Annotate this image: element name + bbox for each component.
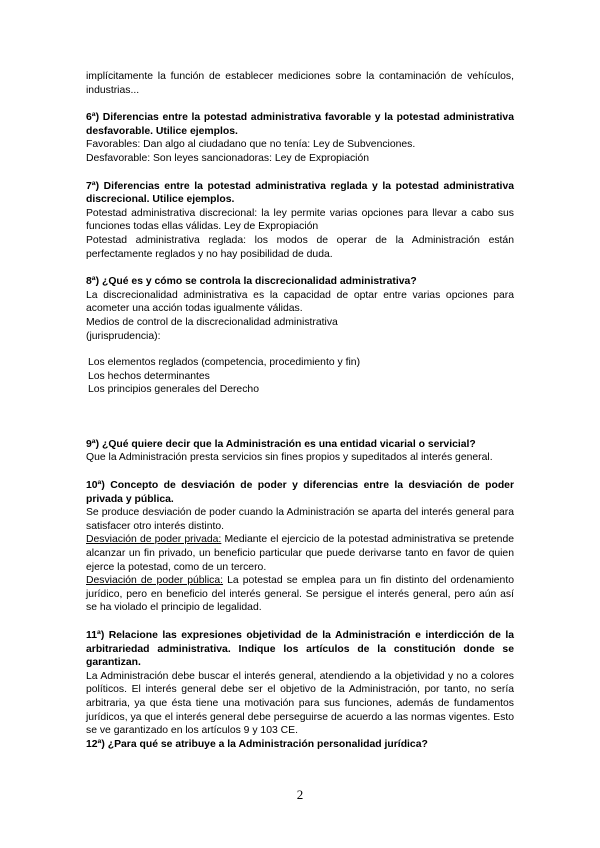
q6-favorable: Favorables: Dan algo al ciudadano que no tenía: Ley de Subvenciones. xyxy=(86,139,416,151)
q7-reglada: Potestad administrativa reglada: los modos de operar de la Administración están perfectamente reglados y no hay posibilidad de duda. xyxy=(86,234,514,260)
page-number: 2 xyxy=(296,787,304,802)
q8-control-heading: Medios de control de la discrecionalidad administrativa xyxy=(86,316,338,328)
question-7-title: 7ª) Diferencias entre la potestad administrativa reglada y la potestad administrativa discrecional. Utilice ejemplos. xyxy=(86,180,514,206)
question-9-title: 9ª) ¿Qué quiere decir que la Administración es una entidad vicarial o servicial? xyxy=(86,438,476,450)
list-item: Los principios generales del Derecho xyxy=(88,384,259,396)
q10-publica xyxy=(86,574,514,615)
document-body xyxy=(86,70,514,751)
q8-definition: La discrecionalidad administrativa es la capacidad de optar entre varias opciones para acometer una acción todas igualmente válidas. xyxy=(86,289,514,315)
intro-paragraph: implícitamente la función de establecer mediciones sobre la contaminación de vehículos, industrias... xyxy=(86,71,514,96)
question-12-title: 12ª) ¿Para qué se atribuye a la Administración personalidad jurídica? xyxy=(86,738,428,750)
q10-definition: Se produce desviación de poder cuando la Administración se aparta del interés general para satisfacer otro interés distinto. xyxy=(86,507,514,532)
privada-label: Desviación de poder privada: xyxy=(86,534,222,546)
q10-privada xyxy=(86,533,514,574)
q6-desfavorable: Desfavorable: Son leyes sancionadoras: Ley de Expropiación xyxy=(86,152,370,164)
q7-discrecional: Potestad administrativa discrecional: la ley permite varias opciones para llevar a cabo sus funciones todas ellas válidas. Ley de Expropiación xyxy=(86,207,514,233)
question-10-title: 10ª) Concepto de desviación de poder y diferencias entre la desviación de poder privada y pública. xyxy=(86,480,514,505)
q11-answer: La Administración debe buscar el interés general, atendiendo a la objetividad y no a colores políticos. El interés general debe ser el objetivo de la Administración, por tanto, no sería arbitraria, ya que ésta tiene una motivación para sus funciones, además de fundamentos jurídicos, ya que el interés general debe perseguirse de acuerdo a las normas vigentes. Esto se ve garantizado en los artículos 9 y 103 CE. xyxy=(86,670,514,737)
list-item: Los elementos reglados (competencia, procedimiento y fin) xyxy=(88,357,361,369)
question-8-title: 8ª) ¿Qué es y cómo se controla la discrecionalidad administrativa? xyxy=(86,276,417,288)
question-11-title: 11ª) Relacione las expresiones objetividad de la Administración e interdicción de la arbitrariedad administrativa. Indique los artículos de la constitución donde se garantizan. xyxy=(86,630,514,669)
publica-text: La potestad se emplea para un fin distinto del ordenamiento jurídico, pero en beneficio del interés general. Se persigue el interés general, pero aún así se ha violado el principio de legalidad. xyxy=(86,575,515,614)
publica-label: Desviación de poder pública: xyxy=(86,575,224,587)
privada-text: Mediante el ejercicio de la potestad administrativa se pretende alcanzar un fin privado, un beneficio particular que puede derivarse tanto en favor de quien ejerce la potestad, como de un tercero. xyxy=(86,534,514,573)
q9-answer: Que la Administración presta servicios sin fines propios y supeditados al interés general. xyxy=(86,452,493,464)
list-item: Los hechos determinantes xyxy=(88,370,210,382)
q8-jurisprudencia: (jurisprudencia): xyxy=(86,330,161,342)
question-6-title: 6ª) Diferencias entre la potestad administrativa favorable y la potestad administrativa desfavorable. Utilice ejemplos. xyxy=(86,112,514,137)
